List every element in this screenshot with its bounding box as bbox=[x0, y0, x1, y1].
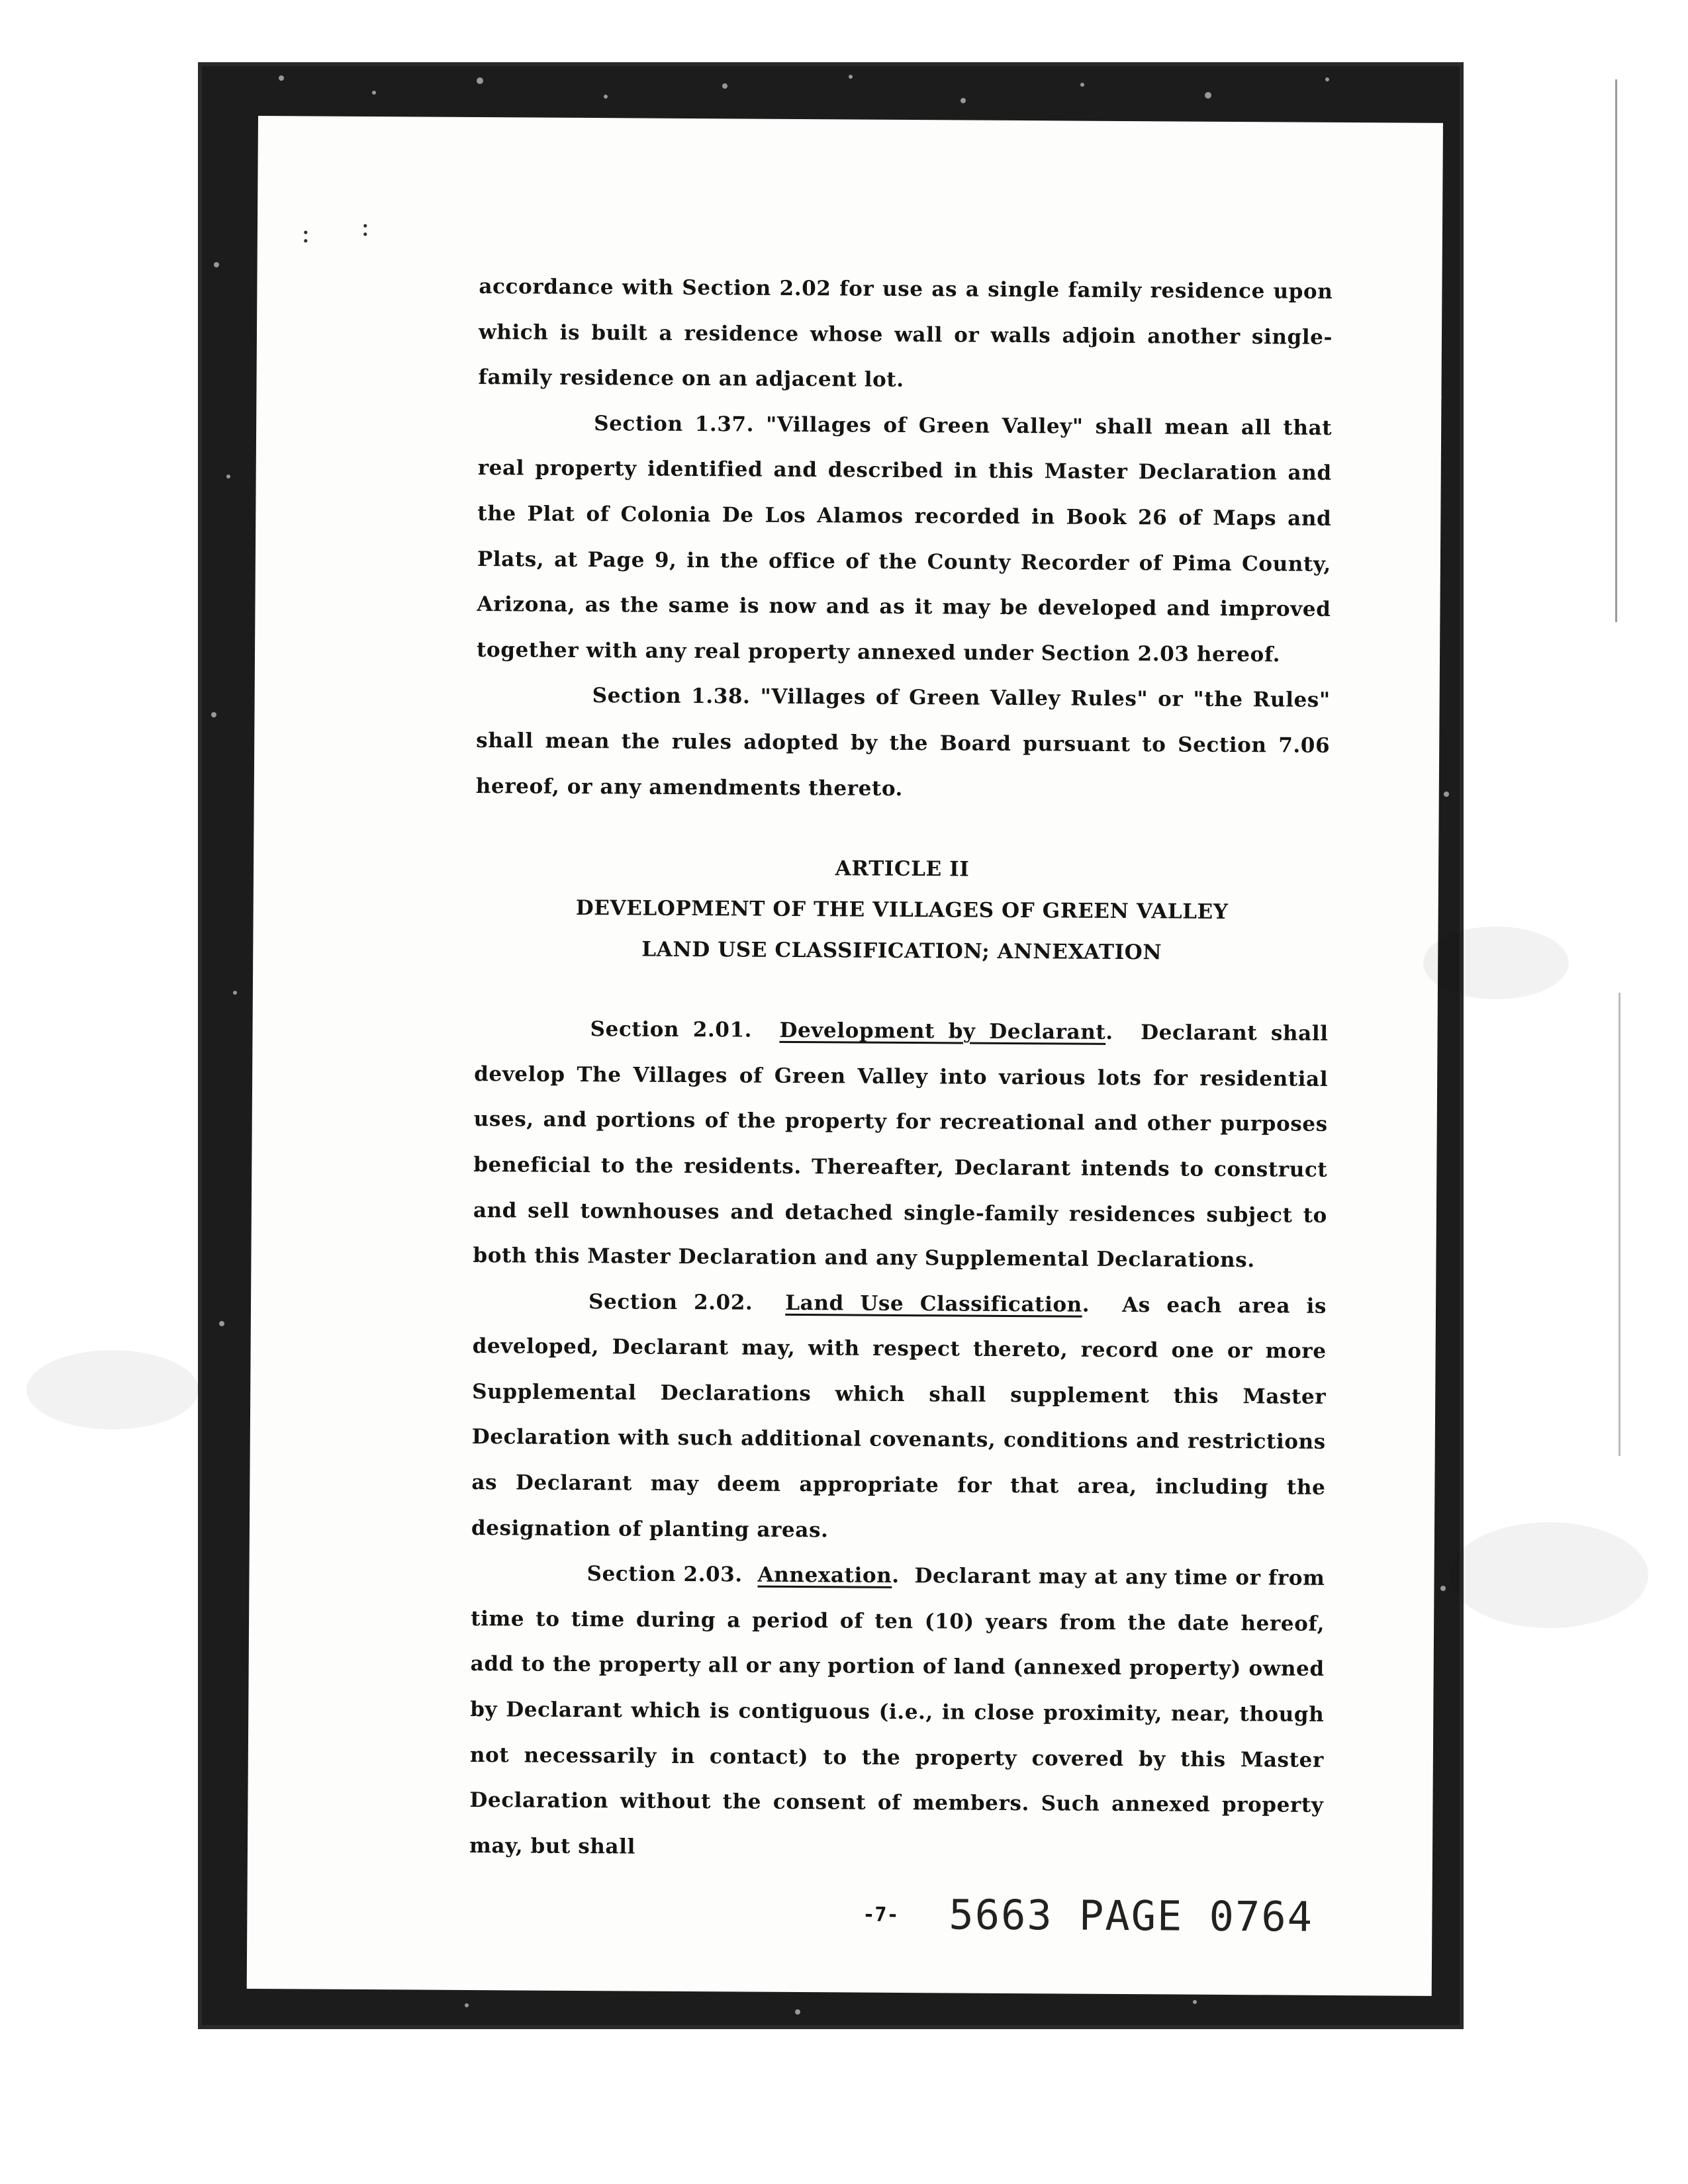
page-footer bbox=[863, 1890, 1327, 1952]
section-2-01: Section 2.01. Development by Declarant. Declarant shall develop The Villages of Green Valley into various lots for residential uses, and portions of the property for recreational and other purposes beneficial to the residents. Thereafter, Declarant intends to construct and sell townhouses and detached single-family residences subject to both this Master Declaration and any Supplemental Declarations. bbox=[473, 1017, 1329, 1273]
article-title-line-2: LAND USE CLASSIFICATION; ANNEXATION bbox=[641, 937, 1162, 965]
section-2-03: Section 2.03. Annexation. Declarant may at any time or from time to time during a period of ten (10) years from the date hereof, add to the property all or any portion of land (annexed property) owned by Declarant which is contiguous (i.e., in close proximity, near, though not necessarily in contact) to the property covered by this Master Declaration without the consent of members. Such annexed property may, but shall bbox=[469, 1562, 1325, 1859]
section-number: Section 2.03. bbox=[586, 1562, 743, 1587]
section-text: Declarant shall develop The Villages of Green Valley into various lots for residential uses, and portions of the property for recreational and other purposes beneficial to the residents. Thereafter, Declarant intends to construct and sell townhouses and detached single-family residences subject to both this Master Declaration and any Supplemental Declarations. bbox=[473, 1021, 1329, 1273]
section-title: Annexation bbox=[757, 1563, 892, 1588]
section-number: Section 2.01. bbox=[590, 1017, 753, 1042]
section-2-02: Section 2.02. Land Use Classification. As each area is developed, Declarant may, with respect thereto, record one or more Supplemental Declarations which shall supplement this Master Declaration with such additional covenants, conditions and restrictions as Declarant may deem appropriate for that area, including the designation of planting areas. bbox=[471, 1289, 1327, 1542]
scan-dot-mark: : bbox=[301, 218, 310, 249]
section-text: Declarant may at any time or from time to time during a period of ten (10) years from the date hereof, add to the property all or any portion of land (annexed property) owned by Declarant which is contiguous (i.e., in close proximity, near, though not necessarily in contact) to the property covered by this Master Declaration without the consent of members. Such annexed property may, but shall bbox=[469, 1564, 1325, 1859]
page-number: -7- bbox=[863, 1903, 899, 1927]
section-number: Section 2.02. bbox=[588, 1289, 753, 1315]
paragraph-continuation: accordance with Section 2.02 for use as a single family residence upon which is built a residence whose wall or walls adjoin another single-family residence on an adjacent lot. bbox=[478, 275, 1333, 392]
document-body bbox=[469, 264, 1333, 1874]
section-title: Land Use Classification bbox=[785, 1291, 1082, 1317]
scan-edge-line bbox=[1615, 79, 1617, 622]
section-title: Development by Declarant bbox=[779, 1018, 1106, 1044]
scan-smudge bbox=[1450, 1522, 1648, 1628]
article-title-line-1: DEVELOPMENT OF THE VILLAGES OF GREEN VALLEY bbox=[575, 896, 1229, 925]
section-text: As each area is developed, Declarant may, with respect thereto, record one or more Supplemental Declarations which shall supplement this Master Declaration with such additional covenants, conditions and restrictions as Declarant may deem appropriate for that area, including the designation of planting areas. bbox=[471, 1293, 1327, 1542]
article-number: ARTICLE II bbox=[835, 856, 970, 882]
paragraph-section-1-37: Section 1.37. "Villages of Green Valley" shall mean all that real property identified and described in this Master Declaration and the Plat of Colonia De Los Alamos recorded in Book 26 of Maps and Plats, at Page 9, in the office of the County Recorder of Pima County, Arizona, as the same is now and as it may be developed and improved together with any real property annexed under Section 2.03 hereof. bbox=[476, 411, 1333, 667]
scan-dot-mark: : bbox=[361, 212, 370, 242]
scan-edge-line bbox=[1618, 993, 1620, 1456]
document-page bbox=[247, 116, 1443, 1996]
scan-smudge bbox=[26, 1350, 199, 1430]
paragraph-section-1-38: Section 1.38. "Villages of Green Valley Rules" or "the Rules" shall mean the rules adopted by the Board pursuant to Section 7.06 hereof, or any amendments thereto. bbox=[475, 684, 1331, 801]
scan-smudge bbox=[1423, 927, 1569, 999]
recording-stamp: 5663 PAGE 0764 bbox=[949, 1890, 1314, 1941]
